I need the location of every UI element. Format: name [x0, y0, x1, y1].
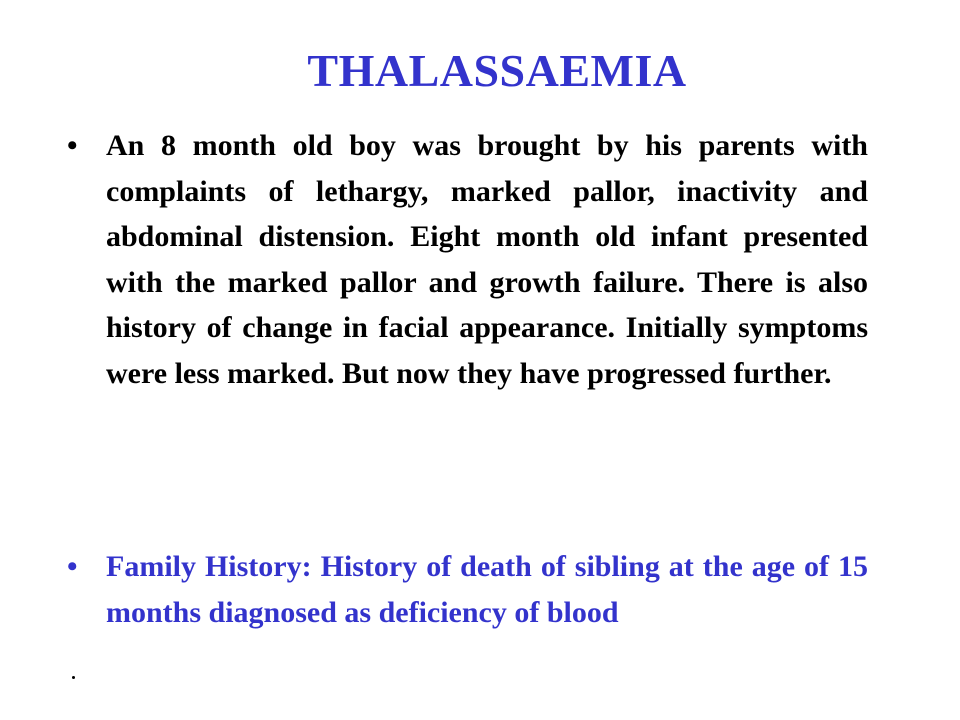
stray-dot [72, 676, 75, 679]
slide-title: THALASSAEMIA [307, 45, 687, 96]
bullet-text-case-description: An 8 month old boy was brought by his parents with complaints of lethargy, marked pallor, inactivity and abdominal distension. Eight month old infant presented with the marked pallor and growth failure. There is also history of change in facial appearance. Initially symptoms were less marked. But now they have progressed further. [106, 129, 868, 390]
bullet-item-family-history [67, 544, 868, 635]
bullet-text-family-history: Family History: History of death of sibling at the age of 15 months diagnosed as deficiency of blood [106, 550, 868, 629]
bullet-marker: • [67, 129, 78, 162]
bullet-marker: • [67, 550, 78, 583]
bullet-item-case-description [67, 123, 868, 396]
